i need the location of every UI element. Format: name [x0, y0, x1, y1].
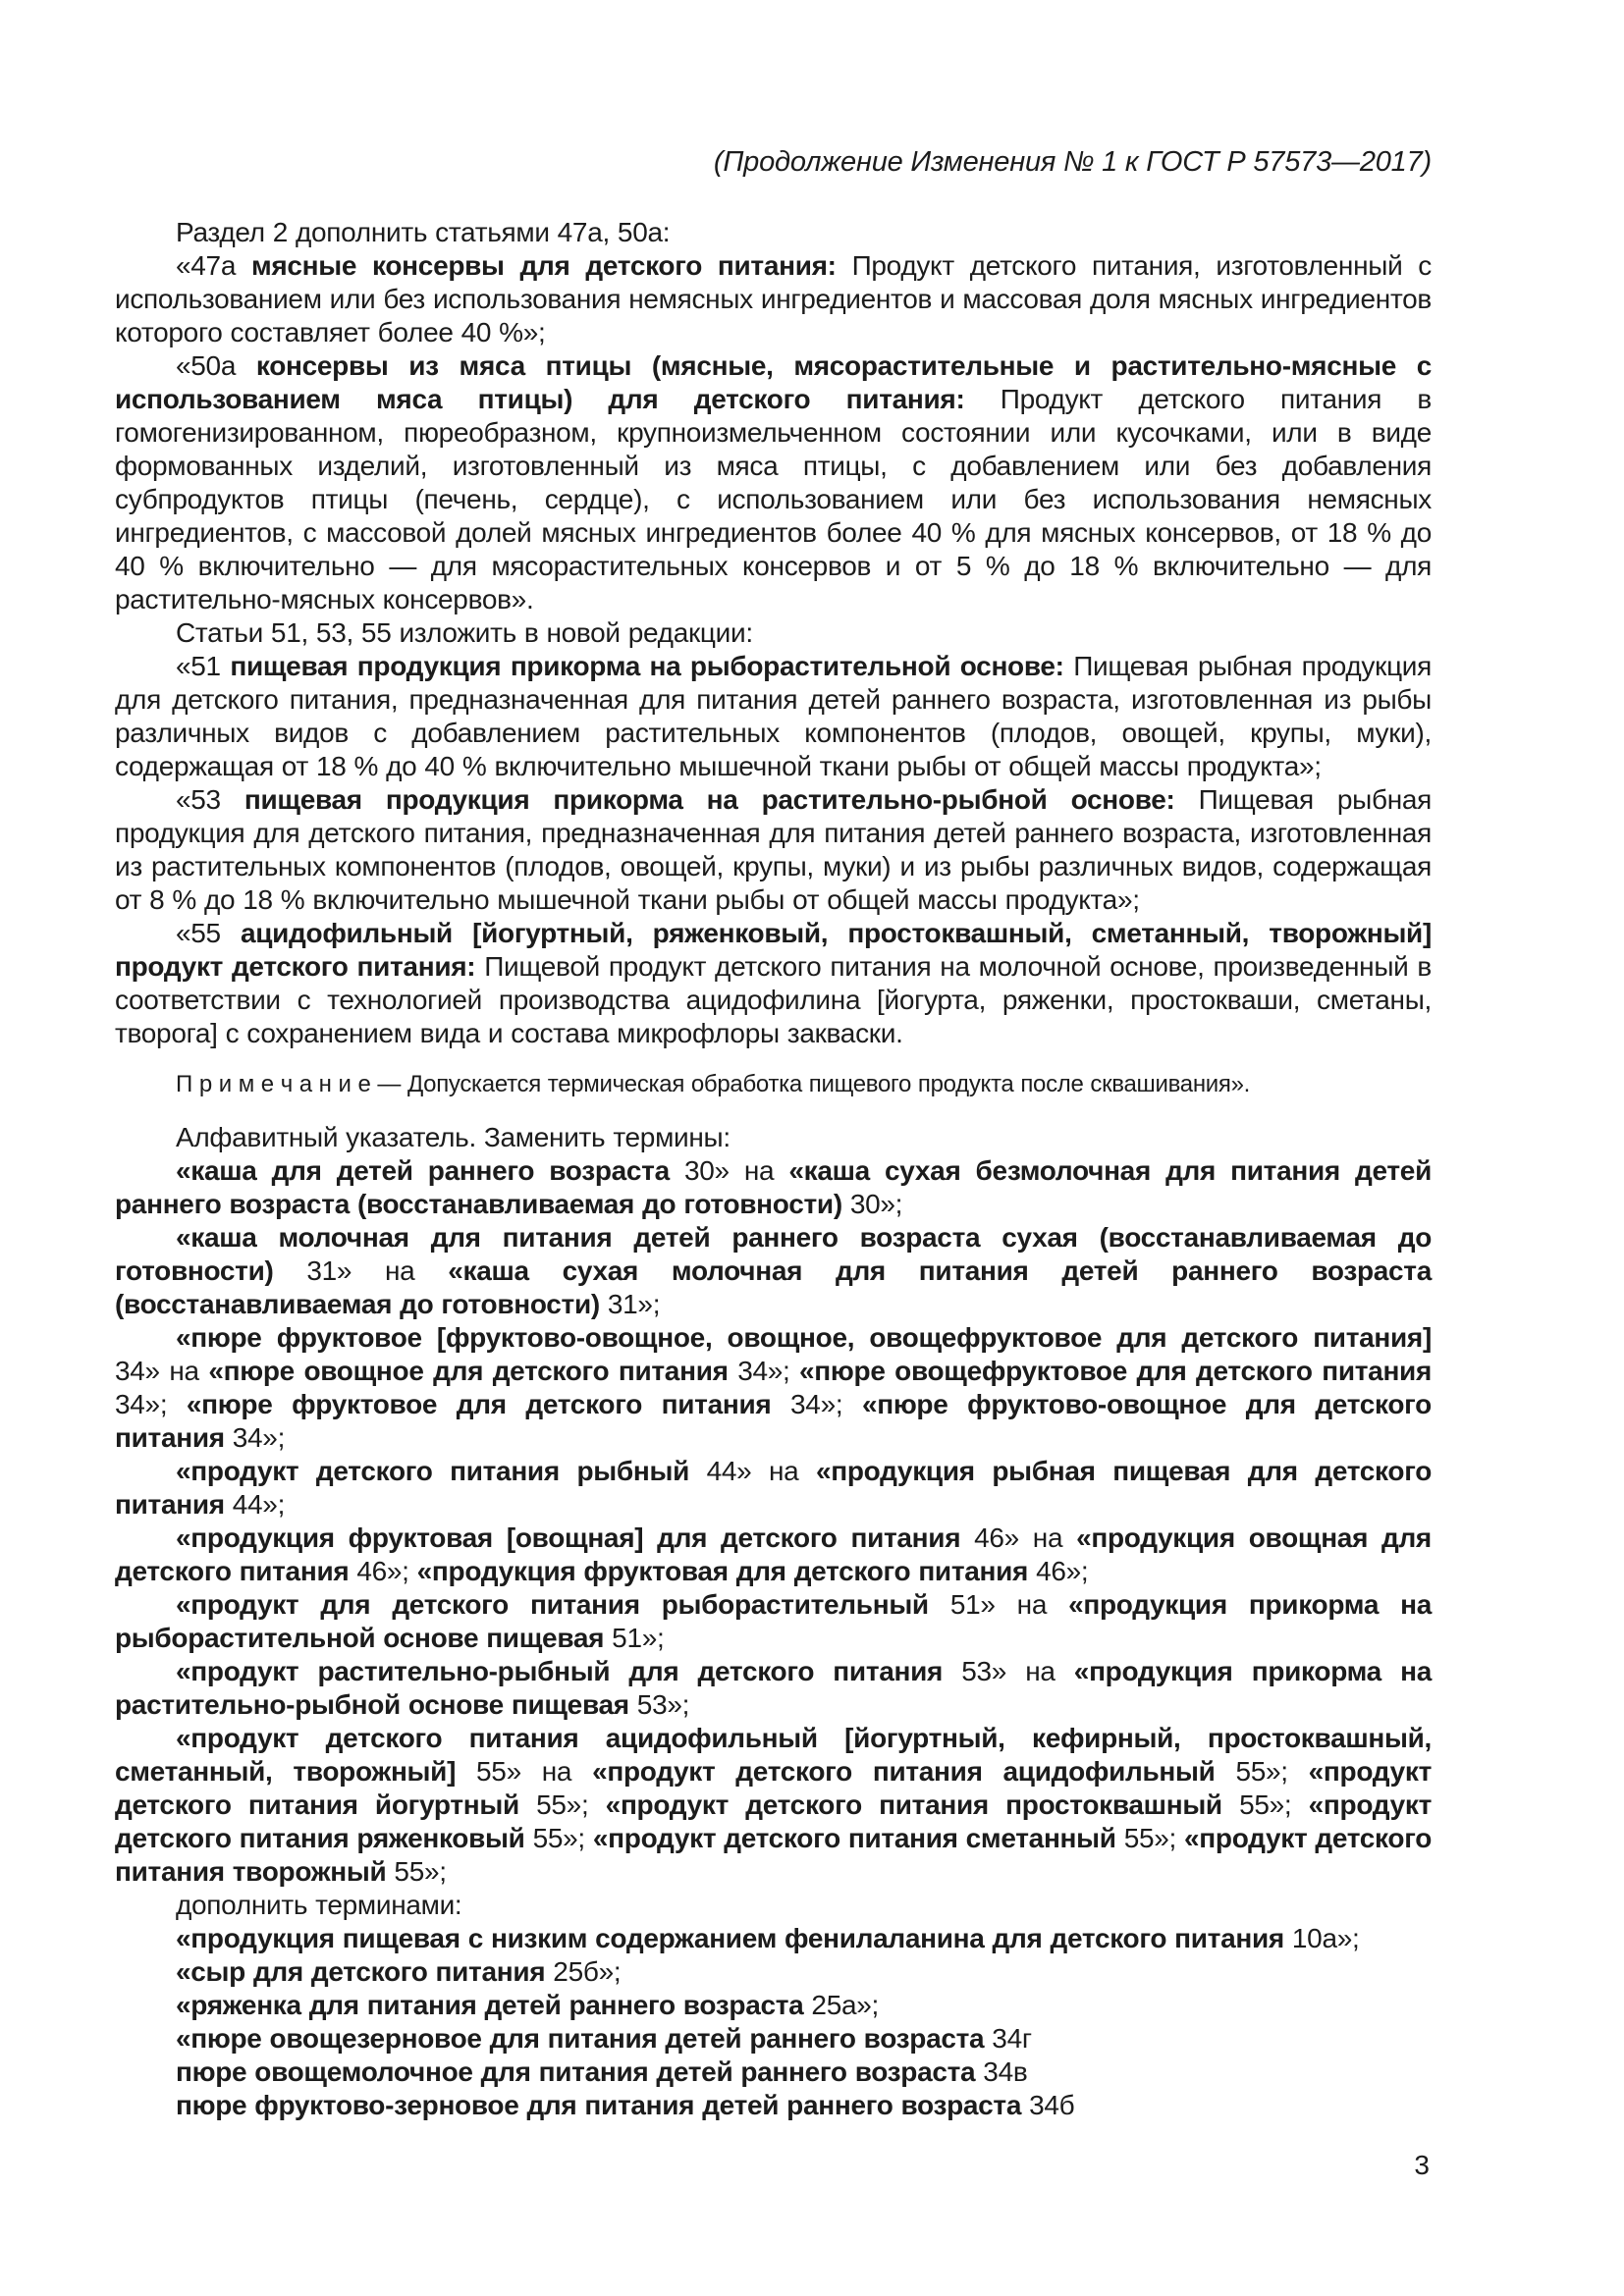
text-run: 46» на — [960, 1522, 1077, 1553]
term-bold-run: «продукция фруктовая для детского питания — [416, 1556, 1029, 1586]
text-run: Продукт детского питания, изготовленный с использованием или без использования немясных ингредиентов и массовая доля мясных ингредиентов которого составляет более 40 %»; — [115, 250, 1432, 347]
paragraph — [115, 1922, 1432, 1955]
term-bold-run: пюре овощемолочное для питания детей раннего возраста — [176, 2056, 976, 2087]
term-bold-run: «продукция рыбная пищевая для детского питания — [115, 1456, 1432, 1520]
paragraph — [115, 1989, 1432, 2022]
text-run: П р и м е ч а н и е — Допускается термическая обработка пищевого продукта после сквашивания». — [176, 1071, 1250, 1097]
text-run: 53»; — [628, 1689, 690, 1720]
text-run: 34» на — [115, 1356, 209, 1386]
paragraph — [115, 917, 1432, 1050]
term-bold-run: «пюре овощефруктовое для детского питания — [799, 1356, 1433, 1386]
running-header: (Продолжение Изменения № 1 к ГОСТ Р 57573—2017) — [713, 146, 1432, 178]
text-run: 34»; — [115, 1389, 187, 1419]
text-run: 34г — [984, 2023, 1032, 2054]
text-run: 46»; — [349, 1556, 417, 1586]
term-bold-run: «пюре фруктовое для детского питания — [186, 1389, 772, 1419]
term-bold-run: «сыр для детского питания — [176, 1956, 546, 1987]
term-bold-run: «продукт детского питания рыбный — [176, 1456, 690, 1486]
note-paragraph — [115, 1070, 1432, 1099]
text-run: 53» на — [943, 1656, 1074, 1686]
paragraph — [115, 1889, 1432, 1922]
term-bold-run: «продукт растительно-рыбный для детского питания — [176, 1656, 944, 1686]
term-bold-run: пищевая продукция прикорма на растительно-рыбной основе: — [244, 784, 1175, 815]
text-run: 44»; — [224, 1489, 286, 1520]
text-run: 55» на — [456, 1756, 593, 1787]
text-run: дополнить терминами: — [176, 1890, 462, 1920]
term-bold-run: ацидофильный [йогуртный, ряженковый, простоквашный, сметанный, творожный] продукт детского питания: — [115, 918, 1432, 982]
text-run: 31»; — [599, 1289, 661, 1319]
term-bold-run: мясные консервы для детского питания: — [250, 250, 837, 281]
term-bold-run: «продукт детского питания ацидофильный — [592, 1756, 1216, 1787]
text-run: 55»; — [1221, 1789, 1309, 1820]
text-run: «51 — [176, 651, 231, 681]
text-run: «50а — [176, 350, 256, 381]
term-bold-run: «продукция овощная для детского питания — [115, 1522, 1432, 1586]
text-run: Пищевая рыбная продукция для детского питания, предназначенная для питания детей раннего возраста, изготовленная из растительных компонентов (плодов, овощей, крупы, муки) и из рыбы различных видов, содержащая от 8 % до 18 % включительно мышечной ткани рыбы от общей массы продукта»; — [115, 784, 1433, 915]
text-run: 34в — [975, 2056, 1028, 2087]
text-run: 46»; — [1028, 1556, 1089, 1586]
text-run: 31» на — [273, 1255, 449, 1286]
paragraph — [115, 249, 1432, 349]
text-run: Алфавитный указатель. Заменить термины: — [176, 1122, 731, 1152]
text-run: Пищевая рыбная продукция для детского питания, предназначенная для питания детей раннего возраста, изготовленная из рыбы различных видов с добавлением растительных компонентов (плодов, овощей, крупы, муки), содержащая от 18 % до 40 % включительно мышечной ткани рыбы от общей массы продукта»; — [115, 651, 1433, 781]
paragraph — [115, 1588, 1432, 1655]
text-run: 55»; — [1115, 1823, 1185, 1853]
text-run: 25а»; — [803, 1990, 880, 2020]
document-content — [115, 145, 1432, 2181]
term-bold-run: «каша сухая молочная для питания детей раннего возраста (восстанавливаемая до готовности) — [115, 1255, 1432, 1319]
term-bold-run: «пюре овощное для детского питания — [208, 1356, 729, 1386]
paragraph — [115, 616, 1432, 650]
text-run: 51»; — [604, 1623, 665, 1653]
paragraph — [115, 1655, 1432, 1722]
term-bold-run: пищевая продукция прикорма на рыборастительной основе: — [230, 651, 1064, 681]
text-run: 55»; — [518, 1789, 606, 1820]
term-bold-run: «продукция прикорма на рыборастительной основе пищевая — [115, 1589, 1432, 1653]
term-bold-run: «продукция прикорма на растительно-рыбной основе пищевая — [115, 1656, 1432, 1720]
term-bold-run: «продукт детского питания простоквашный — [605, 1789, 1222, 1820]
paragraph — [115, 1722, 1432, 1889]
paragraph — [115, 2089, 1432, 2122]
term-bold-run: «продукция пищевая с низким содержанием фенилаланина для детского питания — [176, 1923, 1284, 1953]
paragraph — [115, 1154, 1432, 1221]
paragraph — [115, 216, 1432, 249]
term-bold-run: «продукт детского питания ацидофильный [йогуртный, кефирный, простоквашный, сметанный, творожный] — [115, 1723, 1432, 1787]
paragraph — [115, 650, 1432, 783]
text-run: 55»; — [386, 1856, 447, 1887]
text-run: «47а — [176, 250, 251, 281]
text-run: 34»; — [224, 1422, 286, 1453]
term-bold-run: «каша сухая безмолочная для питания детей раннего возраста (восстанавливаемая до готовности) — [115, 1155, 1432, 1219]
text-run: Статьи 51, 53, 55 изложить в новой редакции: — [176, 617, 753, 648]
term-bold-run: «продукт детского питания сметанный — [592, 1823, 1116, 1853]
term-bold-run: «ряженка для питания детей раннего возраста — [176, 1990, 804, 2020]
term-bold-run: «каша для детей раннего возраста — [176, 1155, 670, 1186]
text-run: 30» на — [669, 1155, 789, 1186]
text-run: 44» на — [689, 1456, 816, 1486]
text-run: 30»; — [841, 1189, 903, 1219]
text-run: 55»; — [524, 1823, 593, 1853]
document-body — [115, 216, 1432, 2122]
text-run: «55 — [176, 918, 241, 948]
paragraph — [115, 1321, 1432, 1455]
text-run: 51» на — [928, 1589, 1069, 1620]
term-bold-run: «пюре фруктовое [фруктово-овощное, овощное, овощефруктовое для детского питания] — [176, 1322, 1432, 1353]
term-bold-run: «продукт детского питания ряженковый — [115, 1789, 1432, 1853]
term-bold-run: «продукт детского питания творожный — [115, 1823, 1432, 1887]
paragraph — [115, 2022, 1432, 2056]
term-bold-run: «пюре овощезерновое для питания детей раннего возраста — [176, 2023, 985, 2054]
text-run: 25б»; — [545, 1956, 622, 1987]
paragraph — [115, 1955, 1432, 1989]
paragraph — [115, 349, 1432, 616]
page-number: 3 — [1414, 2150, 1430, 2180]
text-run: «53 — [176, 784, 244, 815]
term-bold-run: «каша молочная для питания детей раннего возраста сухая (восстанавливаемая до готовности) — [115, 1222, 1432, 1286]
text-run: Продукт детского питания в гомогенизированном, пюреобразном, крупноизмельченном состоянии или кусочками, или в виде формованных изделий, изготовленный из мяса птицы, с добавлением или без добавления субпродуктов птицы (печень, сердце), с использованием или без использования немясных ингредиентов, с массовой долей мясных ингредиентов более 40 % для мясных консервов, от 18 % до 40 % включительно — для мясорастительных консервов и от 5 % до 18 % включительно — для растительно-мясных консервов». — [115, 384, 1432, 614]
term-bold-run: «продукт для детского питания рыборастительный — [176, 1589, 929, 1620]
text-run: 10а»; — [1283, 1923, 1360, 1953]
text-run: Пищевой продукт детского питания на молочной основе, произведенный в соответствии с технологией производства ацидофилина [йогурта, ряженки, простокваши, сметаны, творога] с сохранением вида и состава микрофлоры закваски. — [115, 951, 1432, 1048]
text-run: 34»; — [771, 1389, 862, 1419]
text-run: 34»; — [728, 1356, 800, 1386]
term-bold-run: пюре фруктово-зерновое для питания детей раннего возраста — [176, 2090, 1022, 2120]
term-bold-run: «продукт детского питания йогуртный — [115, 1756, 1432, 1820]
paragraph — [115, 1455, 1432, 1522]
text-run: Раздел 2 дополнить статьями 47а, 50а: — [176, 217, 671, 247]
paragraph — [115, 783, 1432, 917]
paragraph — [115, 1221, 1432, 1321]
paragraph — [115, 2056, 1432, 2089]
term-bold-run: «продукция фруктовая [овощная] для детского питания — [176, 1522, 961, 1553]
term-bold-run: консервы из мяса птицы (мясные, мясорастительные и растительно-мясные с использованием мяса птицы) для детского питания: — [115, 350, 1432, 414]
paragraph — [115, 1121, 1432, 1154]
text-run: 55»; — [1215, 1756, 1309, 1787]
paragraph — [115, 1522, 1432, 1588]
text-run: 34б — [1021, 2090, 1075, 2120]
term-bold-run: «пюре фруктово-овощное для детского питания — [115, 1389, 1432, 1453]
